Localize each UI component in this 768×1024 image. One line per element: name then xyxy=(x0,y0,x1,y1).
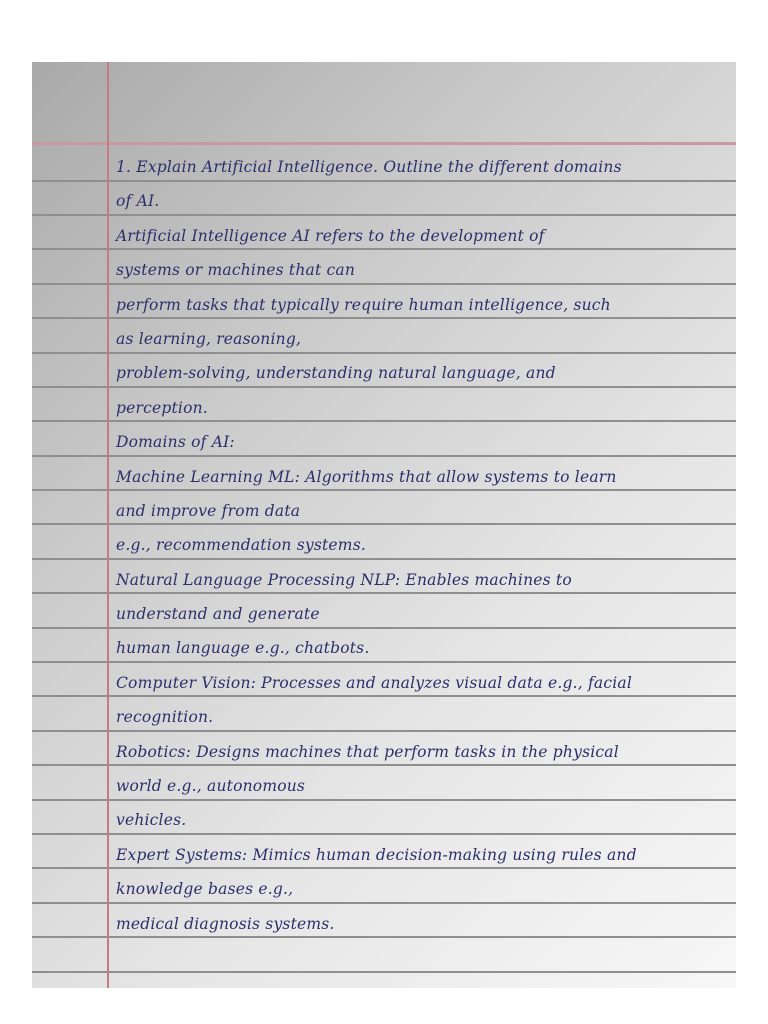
note-line-2: of AI. xyxy=(116,192,160,211)
handwritten-notes xyxy=(116,148,728,939)
note-line-9: Domains of AI: xyxy=(116,433,235,452)
margin-line xyxy=(107,62,109,988)
note-line-3: Artificial Intelligence AI refers to the development of xyxy=(116,226,545,245)
note-line-10: Machine Learning ML: Algorithms that allow systems to learn xyxy=(116,467,617,486)
note-line-7: problem-solving, understanding natural language, and xyxy=(116,364,556,383)
note-line-11: and improve from data xyxy=(116,501,301,520)
notebook-page xyxy=(32,62,736,988)
note-line-20: vehicles. xyxy=(116,811,187,830)
note-line-8: perception. xyxy=(116,398,208,417)
note-line-13: Natural Language Processing NLP: Enables machines to xyxy=(116,570,572,589)
note-line-15: human language e.g., chatbots. xyxy=(116,639,370,658)
note-line-19: world e.g., autonomous xyxy=(116,777,306,796)
note-line-16: Computer Vision: Processes and analyzes visual data e.g., facial xyxy=(116,673,632,692)
note-line-4: systems or machines that can xyxy=(116,261,356,280)
header-rule xyxy=(32,142,736,145)
note-line-14: understand and generate xyxy=(116,605,320,624)
note-line-22: knowledge bases e.g., xyxy=(116,880,294,899)
ruled-line xyxy=(32,971,736,973)
note-line-21: Expert Systems: Mimics human decision-making using rules and xyxy=(116,845,637,864)
note-line-6: as learning, reasoning, xyxy=(116,329,302,348)
note-line-1: 1. Explain Artificial Intelligence. Outline the different domains xyxy=(116,158,622,176)
note-line-5: perform tasks that typically require human intelligence, such xyxy=(116,295,611,314)
note-line-12: e.g., recommendation systems. xyxy=(116,536,366,555)
note-line-18: Robotics: Designs machines that perform tasks in the physical xyxy=(116,742,619,761)
note-line-23: medical diagnosis systems. xyxy=(116,914,335,933)
note-line-17: recognition. xyxy=(116,708,214,727)
